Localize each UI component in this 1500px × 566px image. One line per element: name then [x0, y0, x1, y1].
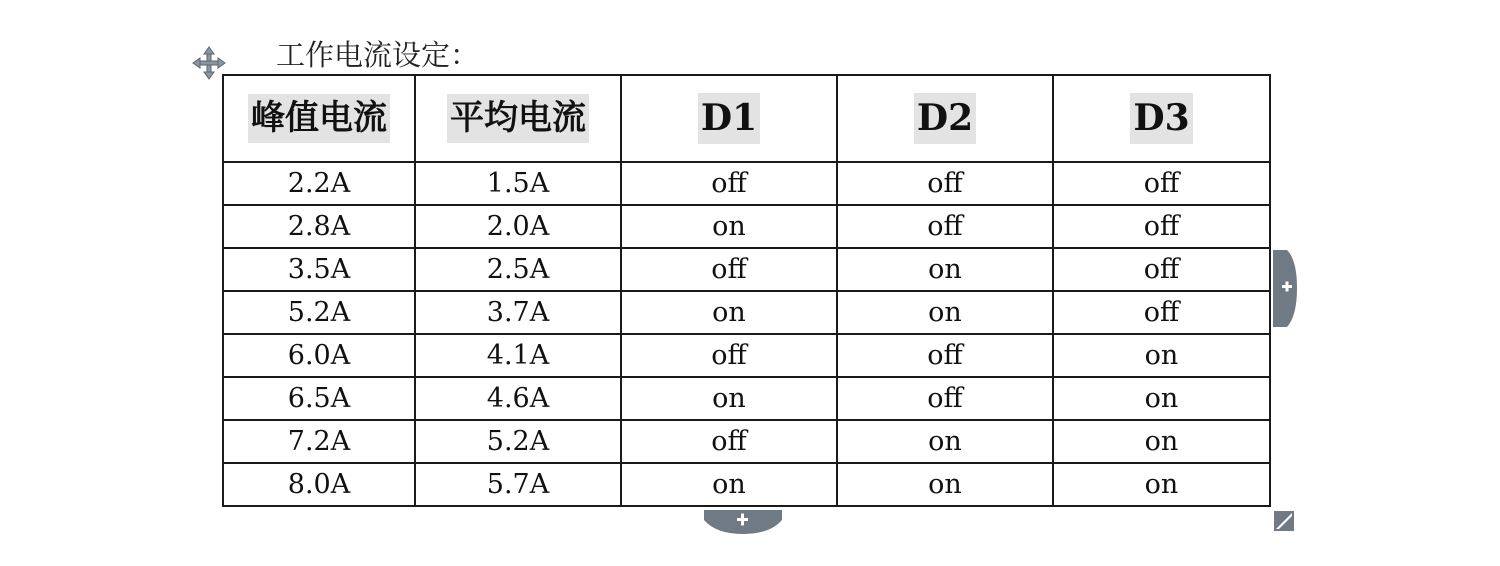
header-cell-d2[interactable]: [837, 75, 1053, 162]
table-cell[interactable]: 7.2A: [223, 420, 415, 463]
table-cell[interactable]: 2.5A: [415, 248, 621, 291]
table-row: [223, 162, 1270, 205]
table-cell[interactable]: on: [621, 377, 837, 420]
table-cell[interactable]: on: [621, 205, 837, 248]
table-cell[interactable]: off: [1053, 291, 1270, 334]
table-cell[interactable]: 1.5A: [415, 162, 621, 205]
table-cell[interactable]: on: [621, 291, 837, 334]
table-cell[interactable]: off: [837, 162, 1053, 205]
table-cell[interactable]: 6.0A: [223, 334, 415, 377]
table-cell[interactable]: off: [837, 377, 1053, 420]
table-cell[interactable]: on: [1053, 334, 1270, 377]
table-row: [223, 463, 1270, 506]
resize-corner-icon: [1274, 511, 1294, 531]
table-cell[interactable]: on: [1053, 420, 1270, 463]
header-cell-d3[interactable]: [1053, 75, 1270, 162]
table-cell[interactable]: off: [621, 420, 837, 463]
table-cell[interactable]: off: [1053, 162, 1270, 205]
table-cell[interactable]: 4.6A: [415, 377, 621, 420]
table-caption: 工作电流设定：: [276, 38, 480, 72]
table-cell[interactable]: off: [1053, 248, 1270, 291]
table-cell[interactable]: 5.2A: [415, 420, 621, 463]
table-cell[interactable]: off: [837, 334, 1053, 377]
table-resize-handle[interactable]: [1274, 511, 1294, 531]
header-label: 平均电流: [447, 94, 589, 143]
table-cell[interactable]: off: [621, 334, 837, 377]
table-move-handle[interactable]: [192, 46, 226, 80]
current-settings-table: [222, 74, 1271, 507]
table-cell[interactable]: on: [837, 420, 1053, 463]
table-cell[interactable]: on: [1053, 463, 1270, 506]
table-row: [223, 205, 1270, 248]
table-row: [223, 334, 1270, 377]
header-label: D3: [1130, 93, 1192, 145]
table-cell[interactable]: on: [1053, 377, 1270, 420]
table-cell[interactable]: off: [621, 162, 837, 205]
table-header-row: [223, 75, 1270, 162]
table-row: [223, 248, 1270, 291]
header-cell-average-current[interactable]: [415, 75, 621, 162]
table-cell[interactable]: 6.5A: [223, 377, 415, 420]
header-cell-peak-current[interactable]: [223, 75, 415, 162]
table-cell[interactable]: 5.7A: [415, 463, 621, 506]
table-cell[interactable]: 8.0A: [223, 463, 415, 506]
table-row: [223, 420, 1270, 463]
table-cell[interactable]: off: [837, 205, 1053, 248]
table-cell[interactable]: 5.2A: [223, 291, 415, 334]
move-cross-icon: [192, 46, 226, 80]
table-cell[interactable]: on: [621, 463, 837, 506]
add-row-button[interactable]: [704, 510, 782, 534]
table-cell[interactable]: 4.1A: [415, 334, 621, 377]
header-label: 峰值电流: [248, 94, 390, 143]
add-column-button[interactable]: [1273, 250, 1297, 327]
table-cell[interactable]: 3.7A: [415, 291, 621, 334]
table-row: [223, 291, 1270, 334]
header-label: D1: [698, 93, 760, 145]
table-cell[interactable]: off: [1053, 205, 1270, 248]
table-cell[interactable]: on: [837, 291, 1053, 334]
table-cell[interactable]: 3.5A: [223, 248, 415, 291]
table-cell[interactable]: off: [621, 248, 837, 291]
header-cell-d1[interactable]: [621, 75, 837, 162]
table-cell[interactable]: 2.0A: [415, 205, 621, 248]
header-label: D2: [914, 93, 976, 145]
table-cell[interactable]: 2.8A: [223, 205, 415, 248]
table-row: [223, 377, 1270, 420]
table-cell[interactable]: 2.2A: [223, 162, 415, 205]
table-cell[interactable]: on: [837, 248, 1053, 291]
table-cell[interactable]: on: [837, 463, 1053, 506]
